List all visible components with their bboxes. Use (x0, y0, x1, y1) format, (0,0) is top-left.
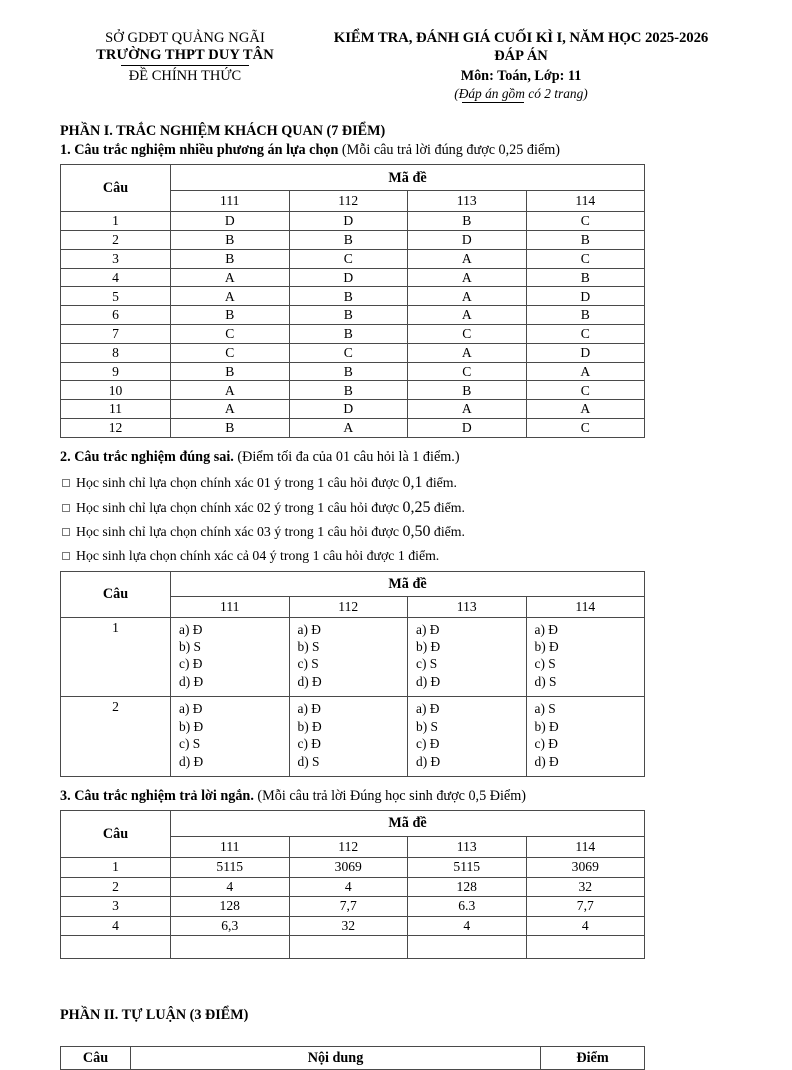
row-question-number: 7 (61, 325, 171, 344)
answer-cell: C (171, 325, 290, 344)
table-row (61, 325, 645, 344)
answer-cell: C (526, 381, 645, 400)
exam-title: KIỂM TRA, ĐÁNH GIÁ CUỐI KÌ I, NĂM HỌC 2025-2026 (333, 30, 709, 46)
essay-header-cau: Câu (61, 1047, 131, 1070)
answer-cell: B (289, 381, 408, 400)
table-row (61, 362, 645, 381)
true-false-item: b) S (297, 639, 320, 655)
true-false-item: d) S (297, 753, 320, 769)
code-header-114: 114 (526, 191, 645, 212)
short-answer-table (60, 810, 645, 959)
answer-cell: 32 (526, 877, 645, 897)
header-cau: Câu (61, 811, 171, 858)
answer-cell: 4 (408, 916, 527, 936)
answer-cell: D (526, 287, 645, 306)
answer-cell: A (408, 249, 527, 268)
code-header-113: 113 (408, 837, 527, 858)
scoring-rule-suffix: điểm. (430, 499, 465, 515)
subject-grade-line: Môn: Toán, Lớp: 11 (460, 67, 582, 84)
true-false-item: b) Đ (297, 718, 322, 734)
table-row (61, 697, 645, 777)
answer-cell: B (408, 212, 527, 231)
scoring-rule-suffix: điểm. (422, 474, 457, 490)
spacer-cell (171, 936, 290, 959)
answer-cell: 128 (171, 897, 290, 917)
table-row (61, 897, 645, 917)
row-question-number: 2 (61, 231, 171, 250)
section1-heading (60, 141, 732, 160)
header-made: Mã đề (171, 811, 645, 837)
true-false-item: c) S (416, 656, 438, 672)
answer-cell: A (171, 287, 290, 306)
row-question-number: 2 (61, 877, 171, 897)
true-false-cell (408, 697, 527, 777)
part1-title: PHẦN I. TRẮC NGHIỆM KHÁCH QUAN (7 ĐIỂM) (60, 123, 386, 140)
table-row (61, 419, 645, 438)
code-header-114: 114 (526, 596, 645, 617)
answer-cell: B (171, 231, 290, 250)
checkbox-icon (62, 552, 70, 560)
answer-cell: B (289, 325, 408, 344)
scoring-rule-value: 0,50 (402, 523, 431, 541)
answer-cell: 7,7 (289, 897, 408, 917)
answer-cell: B (171, 249, 290, 268)
answer-cell: C (408, 362, 527, 381)
answer-cell: B (171, 419, 290, 438)
answer-cell: D (526, 343, 645, 362)
true-false-item: a) Đ (416, 621, 440, 637)
section2-heading-note: (Điểm tối đa của 01 câu hỏi là 1 điểm.) (233, 448, 460, 465)
table-row (61, 249, 645, 268)
answer-cell: A (408, 306, 527, 325)
answer-cell: C (526, 419, 645, 438)
table-row (61, 381, 645, 400)
answer-cell: B (408, 381, 527, 400)
answer-cell: B (526, 306, 645, 325)
checkbox-icon (62, 528, 70, 536)
answer-cell: 4 (526, 916, 645, 936)
code-header-112: 112 (289, 596, 408, 617)
header-cau: Câu (61, 571, 171, 617)
scoring-rule-item (60, 471, 732, 496)
answer-cell: B (171, 362, 290, 381)
row-question-number: 3 (61, 249, 171, 268)
spacer-cell (408, 936, 527, 959)
true-false-item: d) S (534, 673, 557, 689)
essay-header-diem: Điểm (541, 1047, 645, 1070)
document-header (0, 0, 792, 104)
true-false-item: a) Đ (179, 701, 203, 717)
answer-cell: D (408, 231, 527, 250)
true-false-table (60, 571, 645, 777)
true-false-item: b) Đ (179, 718, 204, 734)
spacer-cell (289, 936, 408, 959)
answer-cell: C (171, 343, 290, 362)
row-question-number: 9 (61, 362, 171, 381)
section3-heading (60, 787, 732, 806)
true-false-cell (171, 617, 290, 697)
true-false-item: b) S (179, 639, 201, 655)
scoring-rule-value: 0,1 (402, 473, 423, 491)
true-false-body (61, 617, 645, 776)
scoring-rule-text: Học sinh chỉ lựa chọn chính xác 02 ý trong 1 câu hỏi được (76, 499, 403, 515)
true-false-item: c) S (534, 656, 556, 672)
true-false-cell (289, 617, 408, 697)
scoring-rules-list (60, 471, 732, 567)
answer-cell: 128 (408, 877, 527, 897)
answer-cell: A (171, 381, 290, 400)
answer-cell: 5115 (408, 858, 527, 878)
code-header-111: 111 (171, 191, 290, 212)
school-underline (121, 65, 249, 66)
answer-cell: B (526, 268, 645, 287)
true-false-cell (408, 617, 527, 697)
answer-cell: D (408, 419, 527, 438)
row-question-number: 4 (61, 916, 171, 936)
multiple-choice-table (60, 164, 645, 438)
true-false-item: c) S (179, 736, 201, 752)
section1-heading-note: (Mỗi câu trả lời đúng được 0,25 điểm) (338, 142, 561, 159)
essay-header-noidung: Nội dung (131, 1047, 541, 1070)
true-false-item: d) Đ (534, 753, 559, 769)
true-false-item: d) Đ (416, 673, 441, 689)
page-count-underline (462, 102, 524, 103)
row-question-number: 6 (61, 306, 171, 325)
table-row (61, 858, 645, 878)
answer-cell: 6,3 (171, 916, 290, 936)
true-false-item: c) Đ (416, 736, 440, 752)
answer-cell: A (171, 268, 290, 287)
table-header-row (61, 571, 645, 596)
answer-cell: C (289, 249, 408, 268)
true-false-item: d) Đ (416, 753, 441, 769)
true-false-item: c) Đ (179, 656, 203, 672)
code-header-111: 111 (171, 837, 290, 858)
row-question-number: 10 (61, 381, 171, 400)
part2-title: PHẦN II. TỰ LUẬN (3 ĐIỂM) (60, 1007, 249, 1024)
answer-cell: A (408, 287, 527, 306)
section3-heading-bold: 3. Câu trắc nghiệm trả lời ngắn. (60, 787, 254, 804)
true-false-cell (526, 617, 645, 697)
answer-cell: 7,7 (526, 897, 645, 917)
table-row (61, 268, 645, 287)
table-row-spacer (61, 936, 645, 959)
page-count-text: (Đáp án gồm có 2 trang) (454, 86, 588, 102)
row-question-number: 5 (61, 287, 171, 306)
row-question-number: 2 (61, 697, 171, 777)
code-header-112: 112 (289, 837, 408, 858)
true-false-item: d) Đ (297, 673, 322, 689)
table-row (61, 231, 645, 250)
true-false-item: c) S (297, 656, 319, 672)
scoring-rule-text: Học sinh chỉ lựa chọn chính xác 01 ý trong 1 câu hỏi được (76, 474, 403, 490)
spacer-cell (61, 936, 171, 959)
code-header-113: 113 (408, 596, 527, 617)
answer-cell: 3069 (526, 858, 645, 878)
table-row (61, 916, 645, 936)
row-question-number: 11 (61, 400, 171, 419)
answer-cell: C (526, 212, 645, 231)
true-false-item: b) S (416, 718, 438, 734)
scoring-rule-value: 0,25 (402, 498, 431, 516)
true-false-item: c) Đ (534, 736, 558, 752)
school-name: TRƯỜNG THPT DUY TÂN (96, 47, 274, 64)
true-false-item: a) Đ (416, 701, 440, 717)
true-false-item: a) Đ (179, 621, 203, 637)
answer-cell: B (289, 231, 408, 250)
scoring-rule-text: Học sinh chỉ lựa chọn chính xác 03 ý trong 1 câu hỏi được (76, 524, 403, 540)
section2-heading (60, 448, 732, 467)
answer-cell: D (289, 268, 408, 287)
answer-cell: B (171, 306, 290, 325)
row-question-number: 12 (61, 419, 171, 438)
table-header-row (61, 165, 645, 191)
row-question-number: 1 (61, 212, 171, 231)
table-row (61, 287, 645, 306)
true-false-item: a) Đ (297, 621, 321, 637)
true-false-item: d) Đ (179, 753, 204, 769)
answer-cell: 4 (289, 877, 408, 897)
short-answer-body (61, 858, 645, 959)
department-name: SỞ GDĐT QUẢNG NGÃI (105, 30, 265, 46)
header-made: Mã đề (171, 165, 645, 191)
row-question-number: 4 (61, 268, 171, 287)
true-false-cell (289, 697, 408, 777)
answer-cell: D (171, 212, 290, 231)
scoring-rule-item (60, 496, 732, 521)
answer-cell: 6.3 (408, 897, 527, 917)
row-question-number: 1 (61, 617, 171, 697)
essay-header-row (61, 1047, 645, 1070)
answer-cell: A (171, 400, 290, 419)
code-header-111: 111 (171, 596, 290, 617)
answer-cell: D (289, 400, 408, 419)
answer-cell: B (526, 231, 645, 250)
multiple-choice-body (61, 212, 645, 438)
answer-cell: A (408, 400, 527, 419)
answer-cell: D (289, 212, 408, 231)
page-count-note (454, 86, 588, 102)
official-exam-label: ĐỀ CHÍNH THỨC (128, 68, 242, 85)
section1-heading-bold: 1. Câu trắc nghiệm nhiều phương án lựa chọn (60, 142, 339, 159)
true-false-item: a) S (534, 701, 556, 717)
header-right-block (310, 30, 732, 104)
table-row (61, 212, 645, 231)
table-row (61, 617, 645, 697)
answer-cell: B (289, 287, 408, 306)
scoring-rule-item (60, 520, 732, 545)
answer-cell: A (526, 400, 645, 419)
answer-cell: C (526, 325, 645, 344)
true-false-item: b) Đ (416, 639, 441, 655)
section2-heading-bold: 2. Câu trắc nghiệm đúng sai. (60, 448, 234, 465)
table-header-row (61, 811, 645, 837)
table-row (61, 343, 645, 362)
answer-cell: B (289, 362, 408, 381)
answer-cell: 3069 (289, 858, 408, 878)
answer-cell: A (289, 419, 408, 438)
header-made: Mã đề (171, 571, 645, 596)
scoring-rule-text: Học sinh lựa chọn chính xác cả 04 ý trong 1 câu hỏi được 1 điểm. (76, 548, 440, 564)
row-question-number: 1 (61, 858, 171, 878)
header-cau: Câu (61, 165, 171, 212)
true-false-item: d) Đ (179, 673, 204, 689)
true-false-cell (526, 697, 645, 777)
row-question-number: 3 (61, 897, 171, 917)
answer-cell: C (289, 343, 408, 362)
answer-cell: 4 (171, 877, 290, 897)
answer-cell: 32 (289, 916, 408, 936)
answer-cell: C (526, 249, 645, 268)
section3-heading-note: (Mỗi câu trả lời Đúng học sinh được 0,5 Điểm) (253, 787, 526, 804)
code-header-113: 113 (408, 191, 527, 212)
essay-table (60, 1046, 645, 1070)
scoring-rule-suffix: điểm. (430, 524, 465, 540)
scoring-rule-item (60, 545, 732, 566)
true-false-item: b) Đ (534, 639, 559, 655)
true-false-item: c) Đ (297, 736, 321, 752)
answer-key-label: ĐÁP ÁN (494, 48, 548, 65)
header-left-block (60, 30, 310, 85)
answer-cell: C (408, 325, 527, 344)
document-body (0, 122, 792, 1070)
checkbox-icon (62, 504, 70, 512)
spacer-cell (526, 936, 645, 959)
code-header-112: 112 (289, 191, 408, 212)
code-header-114: 114 (526, 837, 645, 858)
table-row (61, 400, 645, 419)
true-false-item: b) Đ (534, 718, 559, 734)
table-row (61, 877, 645, 897)
true-false-item: a) Đ (297, 701, 321, 717)
true-false-item: a) Đ (534, 621, 558, 637)
answer-cell: B (289, 306, 408, 325)
answer-cell: A (408, 343, 527, 362)
answer-cell: 5115 (171, 858, 290, 878)
row-question-number: 8 (61, 343, 171, 362)
checkbox-icon (62, 479, 70, 487)
table-row (61, 306, 645, 325)
true-false-cell (171, 697, 290, 777)
answer-cell: A (408, 268, 527, 287)
answer-cell: A (526, 362, 645, 381)
